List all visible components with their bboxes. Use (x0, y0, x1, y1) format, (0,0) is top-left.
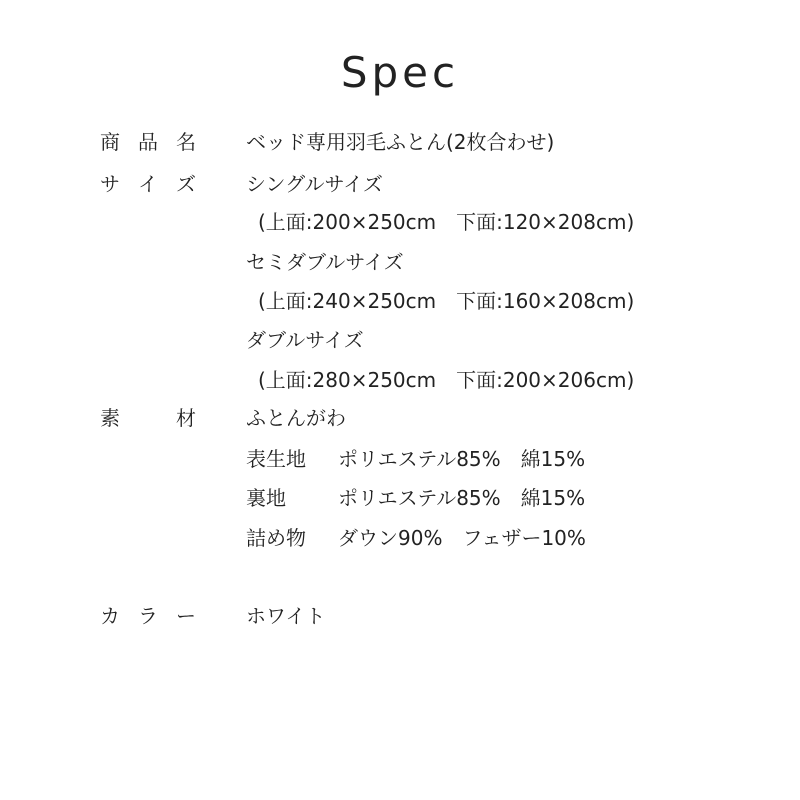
spec-row-material (0, 400, 800, 436)
spec-row-size-double-dims (0, 362, 800, 398)
material-filling (246, 520, 586, 556)
material-cover-heading: ふとんがわ (246, 406, 346, 430)
spec-row-size-semi-double-dims (0, 283, 800, 319)
spec-title: Spec (340, 48, 460, 97)
size-double-name: ダブルサイズ (246, 328, 364, 352)
material-outer-label: 表生地 (246, 447, 306, 471)
spec-row-material-lining (0, 480, 800, 516)
spec-row-color (0, 598, 800, 634)
color-label: カ ラ ー (100, 604, 196, 628)
spec-row-size-single-dims (0, 204, 800, 240)
product-name-label: 商 品 名 (100, 130, 196, 154)
size-label: サ イ ズ (100, 172, 196, 196)
material-outer-value: ポリエステル85% 綿15% (338, 447, 586, 471)
color-value: ホワイト (246, 604, 326, 628)
size-single-dims: (上面:200×250cm 下面:120×208cm) (258, 210, 635, 234)
material-filling-value: ダウン90% フェザー10% (338, 526, 586, 550)
size-semi-double-dims: (上面:240×250cm 下面:160×208cm) (258, 289, 635, 313)
spec-row-size-semi-double (0, 244, 800, 280)
spec-row-size-double (0, 322, 800, 358)
size-single-name: シングルサイズ (246, 172, 383, 196)
size-semi-double-name: セミダブルサイズ (246, 250, 404, 274)
material-outer (246, 441, 585, 477)
material-lining (246, 480, 585, 516)
spec-row-size (0, 166, 800, 202)
product-name-value: ベッド専用羽毛ふとん(2枚合わせ) (246, 130, 555, 154)
spec-row-product-name (0, 124, 800, 160)
material-filling-label: 詰め物 (246, 526, 306, 550)
material-lining-value: ポリエステル85% 綿15% (338, 486, 586, 510)
size-double-dims: (上面:280×250cm 下面:200×206cm) (258, 368, 635, 392)
material-label: 素 材 (100, 406, 196, 430)
spec-row-material-filling (0, 520, 800, 556)
spec-row-material-outer (0, 441, 800, 477)
material-lining-label: 裏地 (246, 486, 286, 510)
